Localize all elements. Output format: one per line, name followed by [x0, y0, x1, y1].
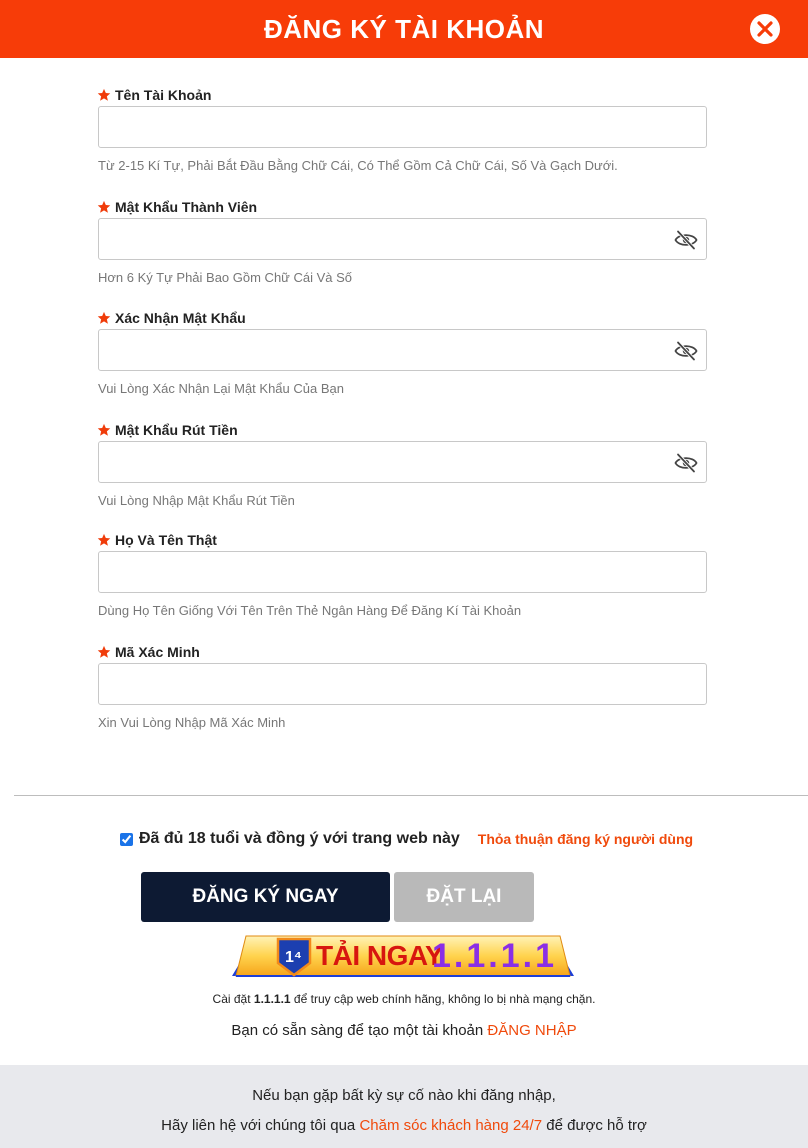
login-link[interactable]: ĐĂNG NHẬP — [487, 1022, 577, 1039]
agreement-text: Đã đủ 18 tuổi và đồng ý với trang web này — [139, 830, 460, 847]
verification-code-field-group — [98, 643, 708, 731]
password-field-group — [98, 198, 708, 286]
divider — [14, 795, 808, 796]
app-logo-icon — [276, 937, 312, 977]
install-note-suffix: để truy cập web chính hãng, không lo bị nhà mạng chặn. — [290, 992, 596, 1006]
username-input[interactable] — [99, 107, 706, 147]
username-hint: Từ 2-15 Kí Tự, Phải Bắt Đầu Bằng Chữ Cái, Có Thể Gồm Cả Chữ Cái, Số Và Gạch Dưới. — [98, 158, 618, 173]
footer-line-2-suffix: để được hỗ trợ — [542, 1117, 647, 1134]
install-note — [0, 992, 808, 1006]
real-name-field-group — [98, 531, 708, 619]
user-agreement-link[interactable]: Thỏa thuận đăng ký người dùng — [477, 831, 694, 847]
password-hint: Hơn 6 Ký Tự Phải Bao Gồm Chữ Cái Và Số — [98, 270, 353, 285]
username-label: Tên Tài Khoản — [115, 87, 212, 103]
confirm-password-label: Xác Nhận Mật Khẩu — [115, 310, 246, 326]
install-note-app: 1.1.1.1 — [253, 992, 291, 1006]
verification-code-input[interactable] — [99, 664, 706, 704]
app-logo-text: 1⁴ — [285, 949, 302, 966]
required-star-icon — [97, 645, 111, 659]
reset-button[interactable]: ĐẶT LẠI — [394, 872, 534, 922]
footer-line-2 — [0, 1117, 808, 1134]
install-note-prefix: Cài đặt — [212, 992, 254, 1006]
eye-slash-icon[interactable] — [674, 452, 698, 474]
verification-code-label: Mã Xác Minh — [115, 644, 200, 660]
support-footer — [0, 1065, 808, 1148]
close-button[interactable] — [750, 14, 780, 44]
modal-header — [0, 0, 808, 58]
eye-slash-icon[interactable] — [674, 229, 698, 251]
required-star-icon — [97, 533, 111, 547]
username-field-group — [98, 86, 708, 174]
footer-line-1: Nếu bạn gặp bất kỳ sự cố nào khi đăng nhập, — [252, 1087, 556, 1104]
confirm-password-input[interactable] — [99, 330, 706, 370]
withdraw-password-input[interactable] — [99, 442, 706, 482]
required-star-icon — [97, 311, 111, 325]
eye-slash-icon[interactable] — [674, 340, 698, 362]
modal-title: ĐĂNG KÝ TÀI KHOẢN — [263, 13, 545, 44]
real-name-hint: Dùng Họ Tên Giống Với Tên Trên Thẻ Ngân Hàng Để Đăng Kí Tài Khoản — [98, 603, 522, 618]
required-star-icon — [97, 200, 111, 214]
agreement-row — [120, 828, 693, 850]
agreement-checkbox[interactable] — [120, 833, 133, 846]
verification-code-hint: Xin Vui Lòng Nhập Mã Xác Minh — [98, 715, 286, 730]
login-prompt-text: Bạn có sẵn sàng để tạo một tài khoản — [231, 1022, 488, 1039]
customer-support-link[interactable]: Chăm sóc khách hàng 24/7 — [359, 1117, 543, 1134]
login-prompt — [0, 1022, 808, 1039]
banner-text: TẢI NGAY — [316, 940, 444, 971]
withdraw-password-label: Mật Khẩu Rút Tiền — [115, 422, 238, 438]
close-icon — [756, 20, 774, 38]
banner-version: 1.1.1.1 — [432, 937, 557, 975]
required-star-icon — [97, 423, 111, 437]
register-button[interactable]: ĐĂNG KÝ NGAY — [141, 872, 390, 922]
download-banner[interactable] — [232, 932, 574, 982]
required-star-icon — [97, 88, 111, 102]
confirm-password-hint: Vui Lòng Xác Nhận Lại Mật Khẩu Của Bạn — [98, 381, 344, 396]
footer-line-2-prefix: Hãy liên hệ với chúng tôi qua — [161, 1117, 360, 1134]
password-input[interactable] — [99, 219, 706, 259]
password-label: Mật Khẩu Thành Viên — [115, 199, 258, 215]
confirm-password-field-group — [98, 309, 708, 397]
real-name-input[interactable] — [99, 552, 706, 592]
real-name-label: Họ Và Tên Thật — [115, 532, 217, 548]
withdraw-password-field-group — [98, 421, 708, 509]
withdraw-password-hint: Vui Lòng Nhập Mật Khẩu Rút Tiền — [98, 493, 295, 508]
